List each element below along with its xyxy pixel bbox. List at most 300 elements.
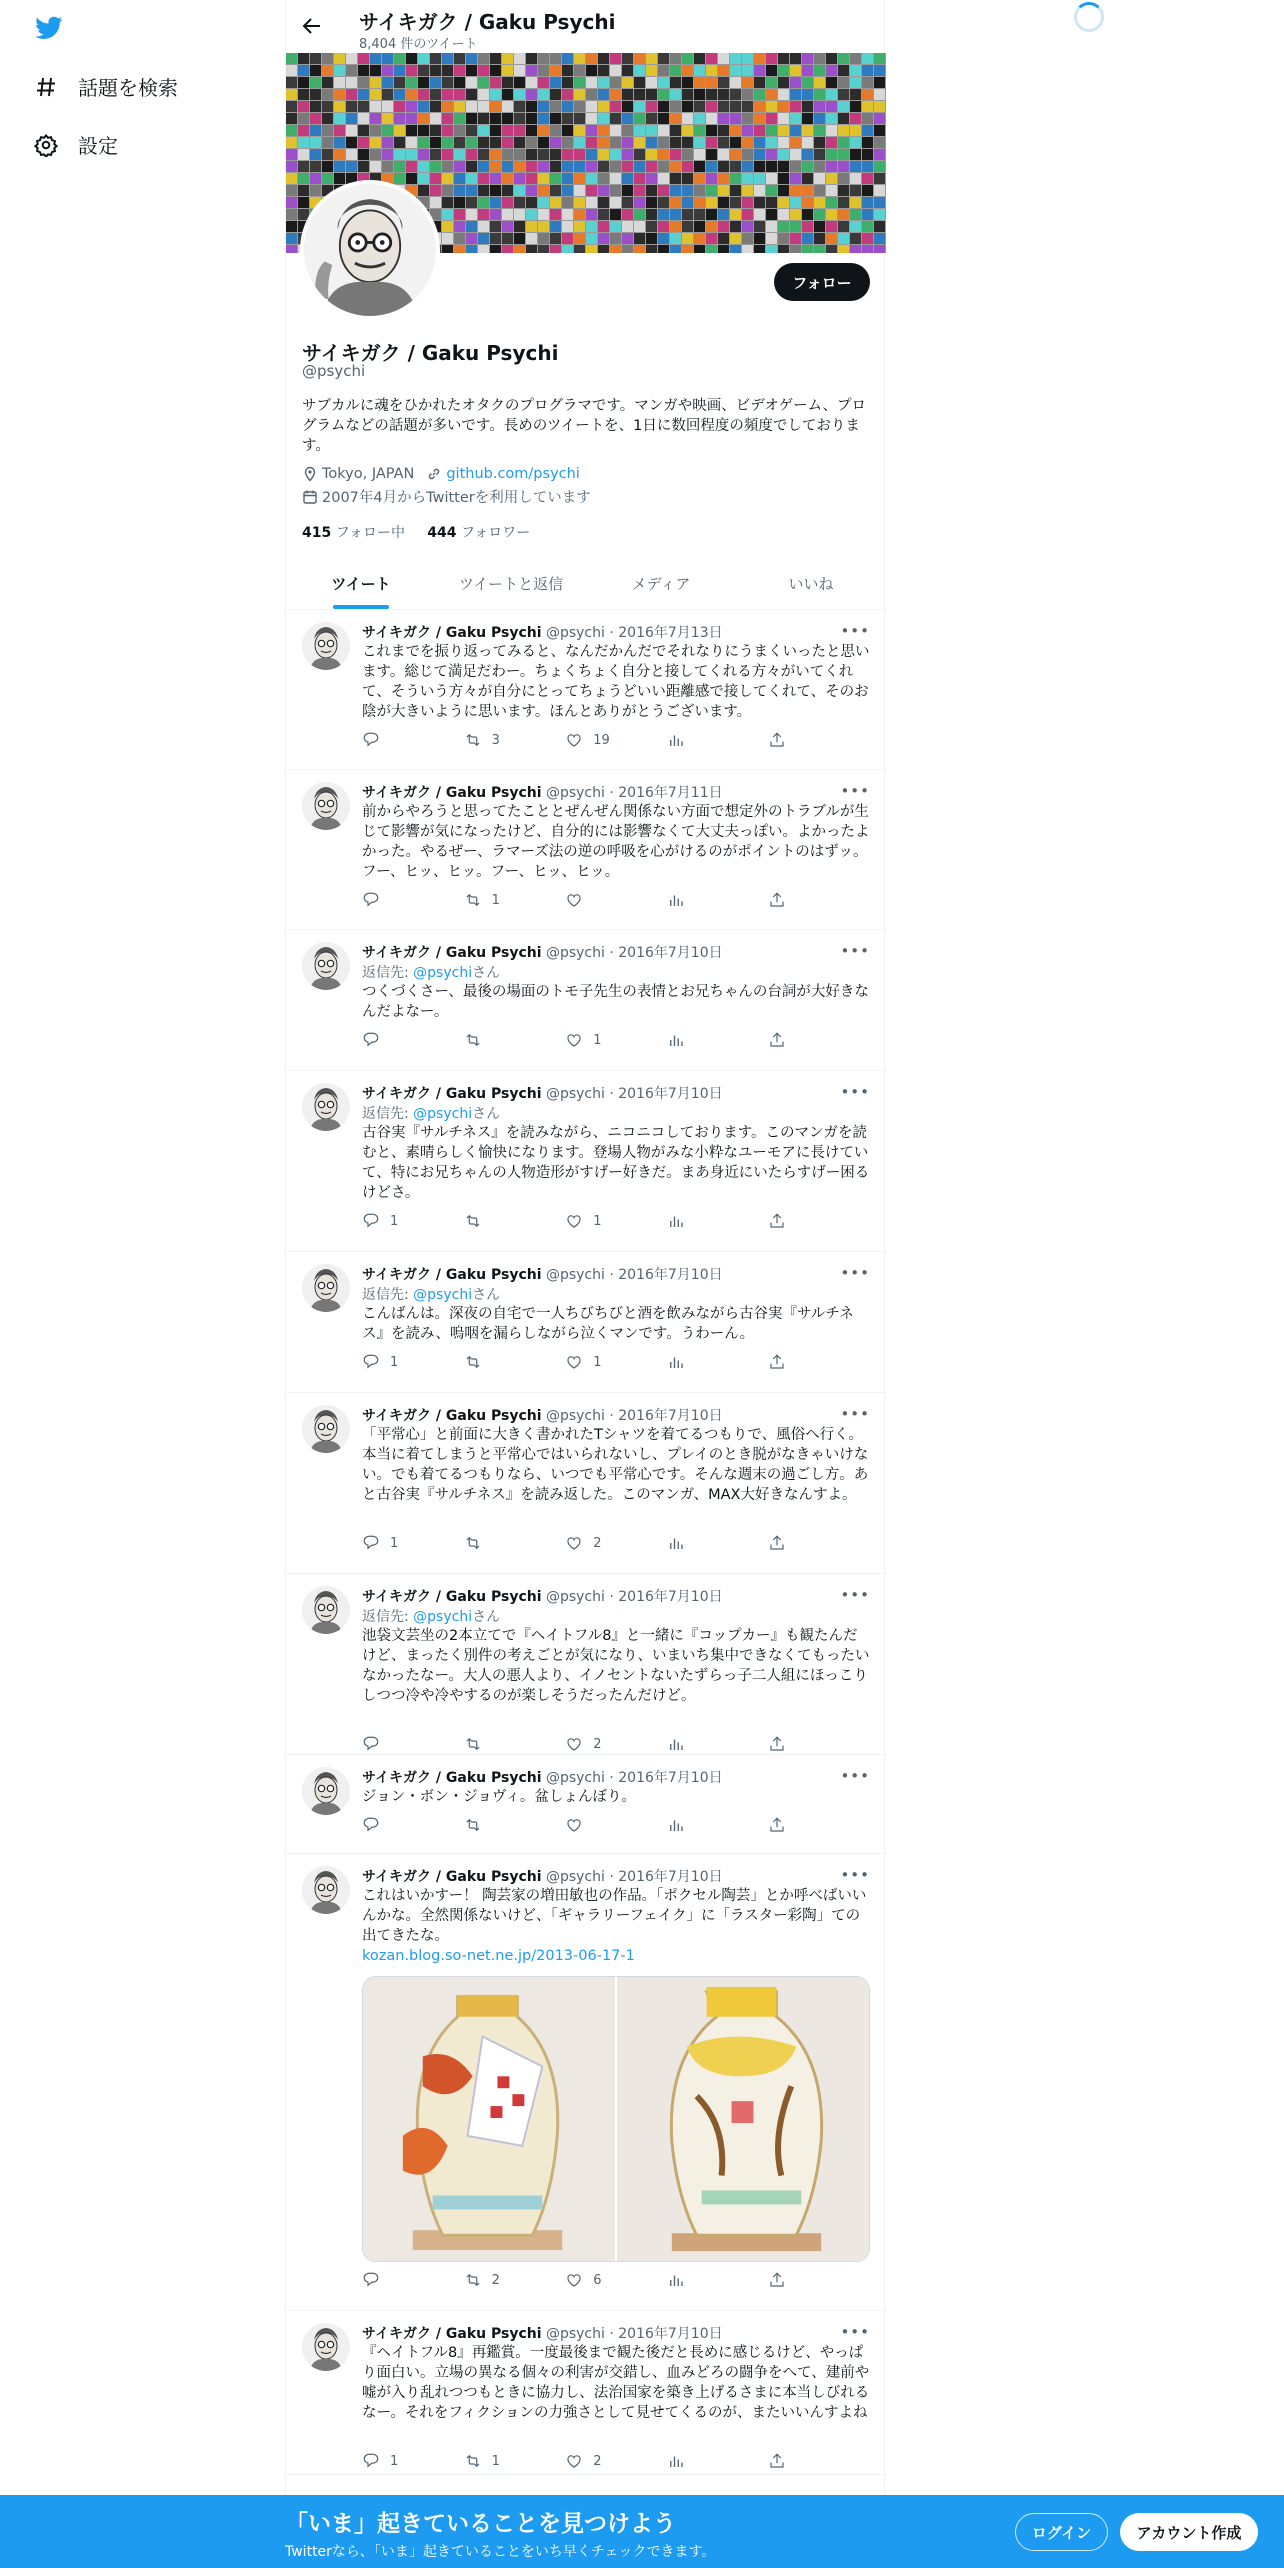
banner-pixel <box>814 125 825 136</box>
banner-pixel <box>622 125 633 136</box>
banner-pixel <box>838 221 849 232</box>
reply-button[interactable] <box>362 1734 464 1754</box>
banner-pixel <box>766 161 777 172</box>
tweet-avatar[interactable] <box>302 1586 350 1634</box>
tweet-avatar[interactable] <box>302 1866 350 1914</box>
banner-pixel <box>742 245 753 253</box>
reply-to-link[interactable]: @psychi <box>413 1106 473 1122</box>
more-options-icon[interactable]: ••• <box>840 1083 870 1101</box>
tweet-author-name[interactable]: サイキガク / Gaku Psychi <box>362 625 542 641</box>
banner-pixel <box>298 197 309 208</box>
tweet[interactable] <box>286 930 886 1071</box>
like-button[interactable] <box>565 1352 667 1372</box>
banner-pixel <box>658 209 669 220</box>
banner-pixel <box>418 53 429 64</box>
banner-pixel <box>730 233 741 244</box>
banner-pixel <box>682 185 693 196</box>
tweet-author-name[interactable]: サイキガク / Gaku Psychi <box>362 2326 542 2342</box>
share-button[interactable] <box>768 2451 870 2471</box>
reply-to-link[interactable]: @psychi <box>413 1609 473 1625</box>
tweet-date[interactable]: 2016年7月11日 <box>618 785 723 801</box>
tweet-text: これはいかすー！ 陶芸家の増田敏也の作品。「ポクセル陶芸」とか呼べばいいんかな。全然関係ないけど、「ギャラリーフェイク」に「ラスター彩陶」ての出てきたな。 <box>362 1888 867 1944</box>
banner-pixel <box>538 185 549 196</box>
banner-pixel <box>442 233 453 244</box>
tweet-date[interactable]: 2016年7月10日 <box>618 1869 723 1885</box>
banner-pixel <box>346 89 357 100</box>
stats-button[interactable] <box>667 1211 769 1231</box>
stats-icon <box>667 1534 685 1552</box>
banner-pixel <box>862 209 873 220</box>
more-options-icon[interactable]: ••• <box>840 1767 870 1785</box>
banner-pixel <box>718 125 729 136</box>
banner-pixel <box>298 149 309 160</box>
banner-pixel <box>478 101 489 112</box>
banner-pixel <box>502 173 513 184</box>
banner-pixel <box>502 197 513 208</box>
banner-pixel <box>550 221 561 232</box>
banner-pixel <box>454 221 465 232</box>
banner-pixel <box>286 113 297 124</box>
tweet-date[interactable]: 2016年7月10日 <box>618 1770 723 1786</box>
banner-pixel <box>598 101 609 112</box>
banner-pixel <box>550 173 561 184</box>
like-button[interactable] <box>565 2451 667 2471</box>
banner-pixel <box>442 113 453 124</box>
banner-pixel <box>442 89 453 100</box>
tweet-avatar[interactable] <box>302 942 350 990</box>
more-options-icon[interactable]: ••• <box>840 1586 870 1604</box>
banner-pixel <box>706 125 717 136</box>
banner-pixel <box>598 245 609 253</box>
tweet-author-name[interactable]: サイキガク / Gaku Psychi <box>362 1086 542 1102</box>
banner-pixel <box>778 113 789 124</box>
reply-button[interactable] <box>362 2451 464 2471</box>
banner-pixel <box>490 245 501 253</box>
banner-pixel <box>586 209 597 220</box>
tweet-header <box>362 1405 870 1425</box>
profile-avatar[interactable] <box>300 180 440 320</box>
tweet-body <box>362 2323 870 2471</box>
banner-pixel <box>346 149 357 160</box>
banner-pixel <box>610 77 621 88</box>
banner-pixel <box>682 89 693 100</box>
banner-pixel <box>778 125 789 136</box>
banner-pixel <box>622 89 633 100</box>
tweet-author-handle[interactable]: @psychi <box>545 945 605 961</box>
banner-pixel <box>454 185 465 196</box>
like-button[interactable] <box>565 1030 667 1050</box>
banner-pixel <box>718 101 729 112</box>
banner-pixel <box>670 233 681 244</box>
banner-pixel <box>466 197 477 208</box>
like-button[interactable] <box>565 2270 667 2290</box>
tweet-date[interactable]: 2016年7月10日 <box>618 2326 723 2342</box>
tweet-author-name[interactable]: サイキガク / Gaku Psychi <box>362 1770 542 1786</box>
banner-pixel <box>766 113 777 124</box>
banner-pixel <box>382 89 393 100</box>
back-arrow-icon[interactable] <box>300 14 324 38</box>
reply-button[interactable] <box>362 1030 464 1050</box>
banner-pixel <box>646 233 657 244</box>
banner-pixel <box>694 65 705 76</box>
tab-tweets[interactable]: ツイート <box>286 558 436 609</box>
banner-pixel <box>610 245 621 253</box>
banner-pixel <box>610 161 621 172</box>
banner-pixel <box>406 125 417 136</box>
banner-pixel <box>658 77 669 88</box>
banner-pixel <box>526 209 537 220</box>
banner-pixel <box>478 149 489 160</box>
banner-pixel <box>370 101 381 112</box>
banner-pixel <box>286 161 297 172</box>
banner-pixel <box>562 53 573 64</box>
tweet-header <box>362 1586 870 1606</box>
banner-pixel <box>742 77 753 88</box>
reply-button[interactable] <box>362 890 464 910</box>
reply-to-link[interactable]: @psychi <box>413 1287 473 1303</box>
more-options-icon[interactable]: ••• <box>840 1866 870 1884</box>
stats-button[interactable] <box>667 890 769 910</box>
banner-pixel <box>658 245 669 253</box>
more-options-icon[interactable]: ••• <box>840 1264 870 1282</box>
tweet[interactable] <box>286 1393 886 1574</box>
banner-pixel <box>694 125 705 136</box>
tweet-author-handle[interactable]: @psychi <box>545 1408 605 1424</box>
banner-pixel <box>358 137 369 148</box>
banner-pixel <box>646 173 657 184</box>
banner-pixel <box>838 185 849 196</box>
reply-button[interactable] <box>362 1352 464 1372</box>
banner-pixel <box>730 185 741 196</box>
tweet[interactable] <box>286 1755 886 1854</box>
stats-button[interactable] <box>667 1533 769 1553</box>
banner-pixel <box>370 149 381 160</box>
banner-pixel <box>514 137 525 148</box>
tweet-author-name[interactable]: サイキガク / Gaku Psychi <box>362 945 542 961</box>
banner-pixel <box>754 209 765 220</box>
tweet-author-name[interactable]: サイキガク / Gaku Psychi <box>362 785 542 801</box>
share-button[interactable] <box>768 1734 870 1754</box>
banner-pixel <box>538 113 549 124</box>
banner-pixel <box>682 221 693 232</box>
retweet-button[interactable] <box>464 2451 566 2471</box>
banner-pixel <box>694 149 705 160</box>
banner-pixel <box>490 89 501 100</box>
tweet-avatar[interactable] <box>302 2323 350 2371</box>
banner-pixel <box>862 173 873 184</box>
banner-pixel <box>406 137 417 148</box>
share-button[interactable] <box>768 1211 870 1231</box>
tweet-avatar[interactable] <box>302 782 350 830</box>
tweet-author-name[interactable]: サイキガク / Gaku Psychi <box>362 1267 542 1283</box>
banner-pixel <box>598 125 609 136</box>
tweet-date[interactable]: 2016年7月13日 <box>618 625 723 641</box>
tweet-author-handle[interactable]: @psychi <box>545 1267 605 1283</box>
tweet-avatar[interactable] <box>302 1083 350 1131</box>
signup-banner-title: 「いま」起きていることを見つけよう <box>285 2511 676 2537</box>
share-button[interactable] <box>768 1533 870 1553</box>
banner-pixel <box>442 245 453 253</box>
share-icon <box>768 1816 786 1834</box>
banner-pixel <box>802 245 813 253</box>
tweet-actions <box>362 1533 870 1553</box>
stats-button[interactable] <box>667 1815 769 1835</box>
banner-pixel <box>574 233 585 244</box>
banner-pixel <box>310 101 321 112</box>
banner-pixel <box>574 65 585 76</box>
stats-icon <box>667 1212 685 1230</box>
retweet-button[interactable] <box>464 1815 566 1835</box>
share-button[interactable] <box>768 1815 870 1835</box>
banner-pixel <box>754 137 765 148</box>
tab-tweets-and-replies[interactable]: ツイートと返信 <box>458 575 564 593</box>
tweet[interactable] <box>286 610 886 770</box>
retweet-count: 2 <box>491 2272 500 2288</box>
banner-pixel <box>286 77 297 88</box>
tweet-author-handle[interactable]: @psychi <box>545 1086 605 1102</box>
banner-pixel <box>310 125 321 136</box>
tweet-author-name[interactable]: サイキガク / Gaku Psychi <box>362 1408 542 1424</box>
banner-pixel <box>694 161 705 172</box>
reply-to-link[interactable]: @psychi <box>413 965 473 981</box>
banner-pixel <box>586 53 597 64</box>
banner-pixel <box>658 89 669 100</box>
tweet-author-handle[interactable]: @psychi <box>545 1869 605 1885</box>
banner-pixel <box>598 137 609 148</box>
like-count: 6 <box>593 2272 602 2288</box>
banner-pixel <box>778 221 789 232</box>
banner-pixel <box>790 53 801 64</box>
profile-follow-stats <box>302 522 530 542</box>
stats-button[interactable] <box>667 2270 769 2290</box>
following-link[interactable] <box>302 525 405 541</box>
like-icon <box>565 2271 583 2289</box>
banner-pixel <box>694 197 705 208</box>
reply-button[interactable] <box>362 730 464 750</box>
followers-link[interactable] <box>427 525 530 541</box>
stats-button[interactable] <box>667 1352 769 1372</box>
banner-pixel <box>442 65 453 76</box>
retweet-button[interactable] <box>464 1734 566 1754</box>
banner-pixel <box>766 233 777 244</box>
tweet-author-name[interactable]: サイキガク / Gaku Psychi <box>362 1869 542 1885</box>
tweet[interactable] <box>286 1071 886 1252</box>
banner-pixel <box>454 233 465 244</box>
like-count: 1 <box>593 1213 602 1229</box>
banner-pixel <box>850 125 861 136</box>
tweet-author-handle[interactable]: @psychi <box>545 1770 605 1786</box>
stats-button[interactable] <box>667 2451 769 2471</box>
tab-likes[interactable]: いいね <box>788 575 834 593</box>
like-button[interactable] <box>565 1815 667 1835</box>
banner-pixel <box>634 209 645 220</box>
banner-pixel <box>622 233 633 244</box>
banner-pixel <box>562 233 573 244</box>
reply-icon <box>362 1735 380 1753</box>
banner-pixel <box>394 161 405 172</box>
tweet-avatar[interactable] <box>302 622 350 670</box>
like-count: 1 <box>593 1032 602 1048</box>
share-button[interactable] <box>768 2270 870 2290</box>
banner-pixel <box>742 113 753 124</box>
more-options-icon[interactable]: ••• <box>840 622 870 640</box>
hashtag-icon <box>34 75 58 99</box>
banner-pixel <box>718 245 729 253</box>
banner-pixel <box>610 209 621 220</box>
retweet-button[interactable] <box>464 2270 566 2290</box>
banner-pixel <box>514 245 525 253</box>
banner-pixel <box>862 161 873 172</box>
banner-pixel <box>634 221 645 232</box>
banner-pixel <box>358 89 369 100</box>
tweet-link[interactable]: kozan.blog.so-net.ne.jp/2013-06-17-1 <box>362 1948 635 1964</box>
share-button[interactable] <box>768 890 870 910</box>
banner-pixel <box>802 209 813 220</box>
login-button[interactable]: ログイン <box>1015 2513 1108 2551</box>
reply-suffix: さん <box>472 1106 501 1122</box>
tweet[interactable] <box>286 1574 886 1755</box>
banner-pixel <box>634 245 645 253</box>
banner-pixel <box>718 113 729 124</box>
banner-pixel <box>598 53 609 64</box>
tweet-date[interactable]: 2016年7月10日 <box>618 1408 723 1424</box>
tweet-date[interactable]: 2016年7月10日 <box>618 1086 723 1102</box>
retweet-button[interactable] <box>464 890 566 910</box>
share-button[interactable] <box>768 1030 870 1050</box>
link-icon <box>426 466 442 482</box>
tweet-author-handle[interactable]: @psychi <box>545 625 605 641</box>
follow-button[interactable]: フォロー <box>774 263 870 301</box>
vase-photo-left[interactable] <box>363 1977 615 2261</box>
banner-pixel <box>550 77 561 88</box>
reply-button[interactable] <box>362 1211 464 1231</box>
banner-pixel <box>670 53 681 64</box>
stats-button[interactable] <box>667 1030 769 1050</box>
banner-pixel <box>682 125 693 136</box>
banner-pixel <box>322 89 333 100</box>
banner-pixel <box>742 53 753 64</box>
like-button[interactable] <box>565 1533 667 1553</box>
nav-settings[interactable] <box>34 130 118 159</box>
banner-pixel <box>742 233 753 244</box>
banner-pixel <box>562 125 573 136</box>
banner-pixel <box>826 185 837 196</box>
tweet-avatar[interactable] <box>302 1767 350 1815</box>
tweet[interactable] <box>286 770 886 930</box>
banner-pixel <box>754 113 765 124</box>
retweet-button[interactable] <box>464 1533 566 1553</box>
banner-pixel <box>586 161 597 172</box>
retweet-button[interactable] <box>464 730 566 750</box>
tweet-avatar[interactable] <box>302 1264 350 1312</box>
retweet-button[interactable] <box>464 1211 566 1231</box>
banner-pixel <box>850 65 861 76</box>
tweet[interactable] <box>286 1854 886 2311</box>
banner-pixel <box>514 53 525 64</box>
twitter-bird-icon[interactable] <box>34 14 64 42</box>
retweet-button[interactable] <box>464 1030 566 1050</box>
banner-pixel <box>610 149 621 160</box>
banner-pixel <box>766 77 777 88</box>
nav-explore[interactable] <box>34 72 178 101</box>
tweet-author-name[interactable]: サイキガク / Gaku Psychi <box>362 1589 542 1605</box>
like-icon <box>565 1212 583 1230</box>
tweet-author-handle[interactable]: @psychi <box>545 2326 605 2342</box>
banner-pixel <box>322 77 333 88</box>
stats-icon <box>667 2452 685 2470</box>
banner-pixel <box>490 233 501 244</box>
more-options-icon[interactable]: ••• <box>840 1405 870 1423</box>
tweet-author-handle[interactable]: @psychi <box>545 1589 605 1605</box>
share-button[interactable] <box>768 1352 870 1372</box>
banner-pixel <box>706 161 717 172</box>
tweet[interactable] <box>286 1252 886 1393</box>
reply-button[interactable] <box>362 1815 464 1835</box>
banner-pixel <box>514 65 525 76</box>
stats-button[interactable] <box>667 730 769 750</box>
profile-name: サイキガク / Gaku Psychi <box>302 341 559 365</box>
profile-url-link[interactable]: github.com/psychi <box>446 466 580 482</box>
like-button[interactable] <box>565 890 667 910</box>
banner-pixel <box>574 125 585 136</box>
banner-pixel <box>778 173 789 184</box>
banner-pixel <box>622 77 633 88</box>
banner-pixel <box>526 149 537 160</box>
like-button[interactable] <box>565 730 667 750</box>
more-options-icon[interactable]: ••• <box>840 782 870 800</box>
banner-pixel <box>694 77 705 88</box>
banner-pixel <box>550 89 561 100</box>
banner-pixel <box>730 173 741 184</box>
stats-icon <box>667 1816 685 1834</box>
tweet-avatar[interactable] <box>302 1405 350 1453</box>
banner-pixel <box>430 89 441 100</box>
more-options-icon[interactable]: ••• <box>840 942 870 960</box>
tweet[interactable] <box>286 2311 886 2475</box>
stats-button[interactable] <box>667 1734 769 1754</box>
reply-button[interactable] <box>362 1533 464 1553</box>
banner-pixel <box>382 149 393 160</box>
banner-pixel <box>490 209 501 220</box>
more-options-icon[interactable]: ••• <box>840 2323 870 2341</box>
tweet-date[interactable]: 2016年7月10日 <box>618 1267 723 1283</box>
banner-pixel <box>850 77 861 88</box>
banner-pixel <box>766 185 777 196</box>
like-button[interactable] <box>565 1734 667 1754</box>
tweet-date[interactable]: 2016年7月10日 <box>618 945 723 961</box>
banner-pixel <box>598 173 609 184</box>
signup-button[interactable]: アカウント作成 <box>1120 2513 1258 2551</box>
banner-pixel <box>442 125 453 136</box>
share-button[interactable] <box>768 730 870 750</box>
reply-context <box>362 1606 870 1626</box>
tweet-media[interactable] <box>362 1976 870 2262</box>
like-count: 1 <box>593 1354 602 1370</box>
banner-pixel <box>310 149 321 160</box>
banner-pixel <box>526 125 537 136</box>
vase-photo-right[interactable] <box>617 1977 869 2261</box>
tweet-date[interactable]: 2016年7月10日 <box>618 1589 723 1605</box>
banner-pixel <box>490 173 501 184</box>
tweet-author-handle[interactable]: @psychi <box>545 785 605 801</box>
tab-media[interactable]: メディア <box>631 575 691 593</box>
banner-pixel <box>814 77 825 88</box>
like-button[interactable] <box>565 1211 667 1231</box>
banner-pixel <box>454 113 465 124</box>
reply-button[interactable] <box>362 2270 464 2290</box>
retweet-button[interactable] <box>464 1352 566 1372</box>
banner-pixel <box>478 77 489 88</box>
